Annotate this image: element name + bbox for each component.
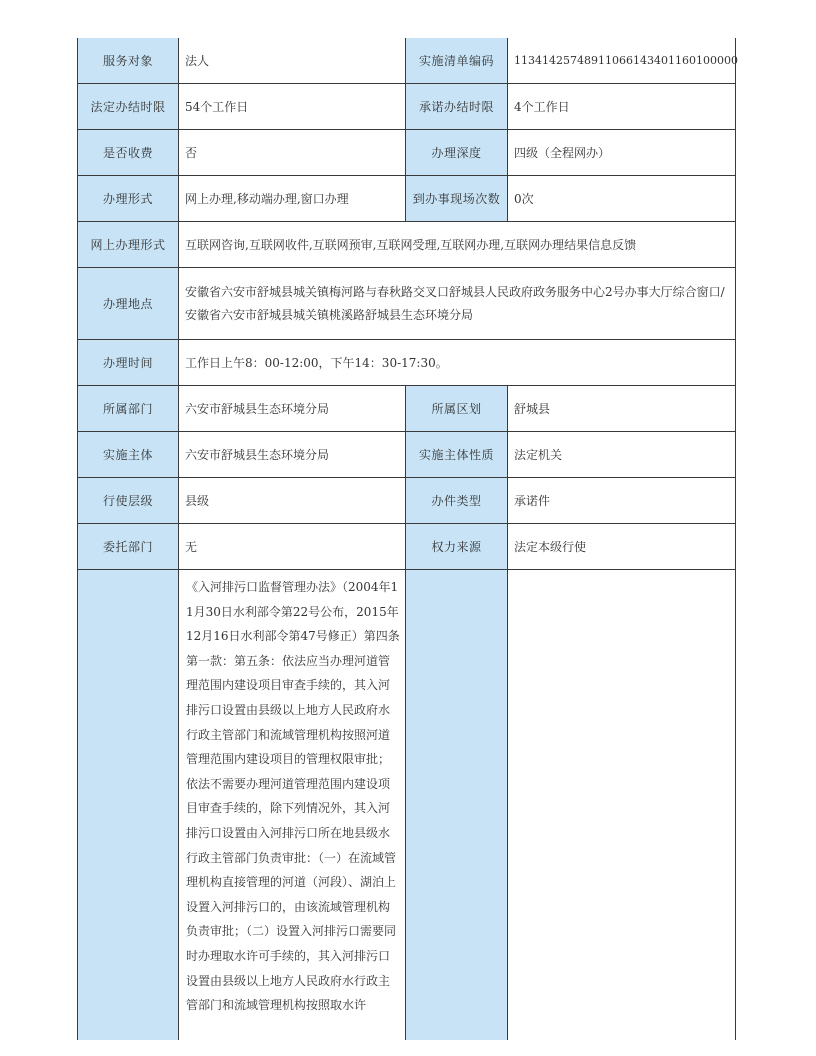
value-case-type: 承诺件 [508, 478, 736, 523]
table-row [77, 386, 736, 432]
label-implementing-body: 实施主体 [77, 432, 179, 477]
value-entrusted-dept: 无 [179, 524, 406, 569]
label-list-code: 实施清单编码 [406, 38, 508, 83]
label-basis-empty-2 [406, 570, 508, 1040]
label-promised-time-limit: 承诺办结时限 [406, 84, 508, 129]
value-hours: 工作日上午8：00-12:00，下午14：30-17:30。 [179, 340, 736, 385]
table-row [77, 38, 736, 84]
value-service-target: 法人 [179, 38, 406, 83]
label-location: 办理地点 [77, 268, 179, 339]
service-info-table [77, 38, 736, 1040]
label-power-source: 权力来源 [406, 524, 508, 569]
value-power-source: 法定本级行使 [508, 524, 736, 569]
value-legal-basis: 《入河排污口监督管理办法》（2004年11月30日水利部令第22号公布，2015年12月16日水利部令第47号修正）第四条第一款：第五条：依法应当办理河道管理范围内建设项目审查手续的，其入河排污口设置由县级以上地方人民政府水行政主管部门和流域管理机构按照河道管理范围内建设项目的管理权限审批；依法不需要办理河道管理范围内建设项目审查手续的，除下列情况外，其入河排污口设置由入河排污口所在地县级水行政主管部门负责审批：（一）在流域管理机构直接管理的河道（河段）、湖泊上设置入河排污口的，由该流域管理机构负责审批；（二）设置入河排污口需要同时办理取水许可手续的，其入河排污口设置由县级以上地方人民政府水行政主管部门和流域管理机构按照取水许 [179, 570, 406, 1040]
label-processing-depth: 办理深度 [406, 130, 508, 175]
table-row [77, 222, 736, 268]
label-department: 所属部门 [77, 386, 179, 431]
value-legal-time-limit: 54个工作日 [179, 84, 406, 129]
value-body-nature: 法定机关 [508, 432, 736, 477]
label-entrusted-dept: 委托部门 [77, 524, 179, 569]
table-row [77, 268, 736, 340]
table-row [77, 524, 736, 570]
value-implementing-body: 六安市舒城县生态环境分局 [179, 432, 406, 477]
label-service-target: 服务对象 [77, 38, 179, 83]
value-online-form: 互联网咨询,互联网收件,互联网预审,互联网受理,互联网办理,互联网办理结果信息反馈 [179, 222, 736, 267]
label-processing-form: 办理形式 [77, 176, 179, 221]
table-row [77, 570, 736, 1040]
value-location: 安徽省六安市舒城县城关镇梅河路与春秋路交叉口舒城县人民政府政务服务中心2号办事大厅综合窗口/安徽省六安市舒城县城关镇桃溪路舒城县生态环境分局 [179, 268, 736, 339]
table-row [77, 478, 736, 524]
value-fee: 否 [179, 130, 406, 175]
label-hours: 办理时间 [77, 340, 179, 385]
table-row [77, 176, 736, 222]
value-processing-depth: 四级（全程网办） [508, 130, 736, 175]
table-row [77, 432, 736, 478]
value-department: 六安市舒城县生态环境分局 [179, 386, 406, 431]
label-case-type: 办件类型 [406, 478, 508, 523]
label-fee: 是否收费 [77, 130, 179, 175]
value-promised-time-limit: 4个工作日 [508, 84, 736, 129]
table-row [77, 84, 736, 130]
value-onsite-visits: 0次 [508, 176, 736, 221]
value-processing-form: 网上办理,移动端办理,窗口办理 [179, 176, 406, 221]
table-row [77, 130, 736, 176]
label-region: 所属区划 [406, 386, 508, 431]
value-basis-empty [508, 570, 736, 1040]
label-body-nature: 实施主体性质 [406, 432, 508, 477]
label-online-form: 网上办理形式 [77, 222, 179, 267]
value-list-code: 11341425748911066143401160100000 [508, 38, 736, 83]
label-level: 行使层级 [77, 478, 179, 523]
value-region: 舒城县 [508, 386, 736, 431]
value-level: 县级 [179, 478, 406, 523]
label-onsite-visits: 到办事现场次数 [406, 176, 508, 221]
label-legal-time-limit: 法定办结时限 [77, 84, 179, 129]
table-row [77, 340, 736, 386]
label-basis-empty [77, 570, 179, 1040]
